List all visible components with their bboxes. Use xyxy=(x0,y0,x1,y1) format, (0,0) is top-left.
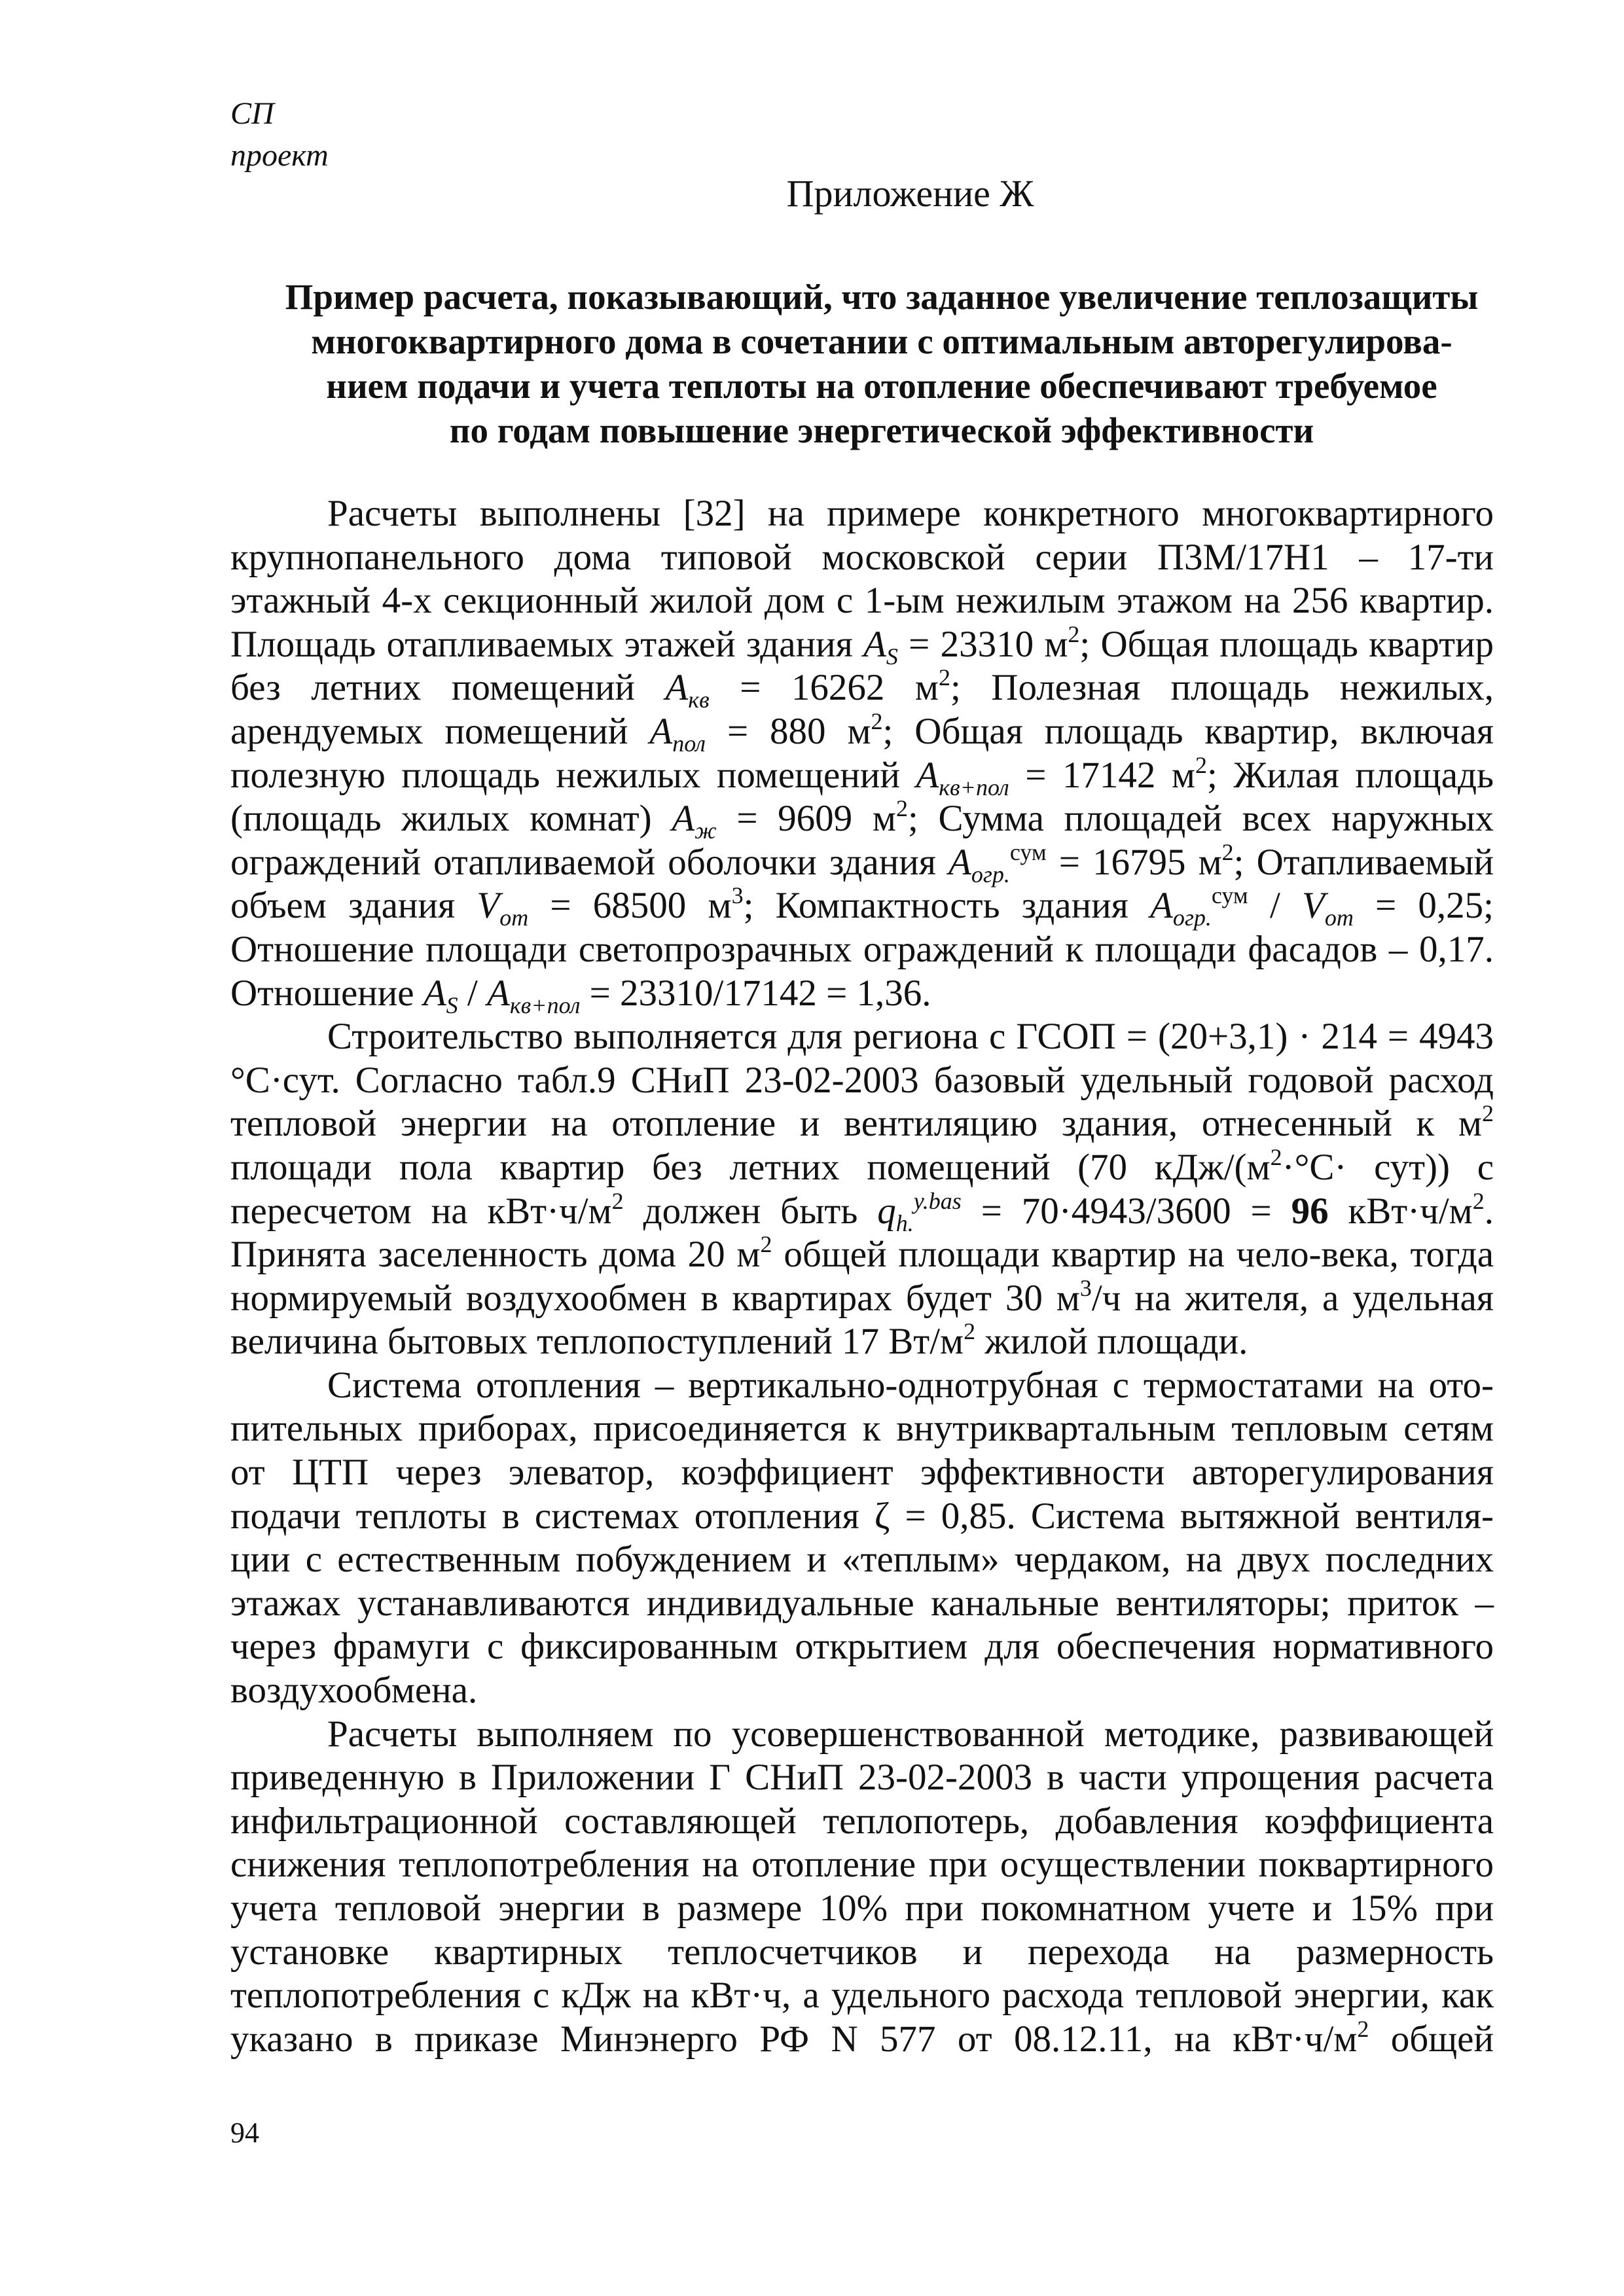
title-line: нием подачи и учета теплоты на отопление обеспечивают требуемое xyxy=(326,366,1437,406)
paragraph-3: Система отопления – вертикально-однотрубная с термостатами на ото-пительных приборах, присоединяется к внутриквартальным тепловым сетям от ЦТП через элеватор, коэффициент эффективности авторегулирования подачи теплоты в системах отопления ζ = 0,85. Система вытяжной вентиля-ции с естественным побуждением и «теплым» чердаком, на двух последних этажах устанавливаются индивидуальные канальные вентиляторы; приток – через фрамуги с фиксированным открытием для обеспечения нормативного воздухообмена. xyxy=(230,1364,1494,1712)
title-line: Пример расчета, показывающий, что заданное увеличение теплозащиты xyxy=(285,277,1479,317)
header-line-1: СП xyxy=(230,96,274,131)
page-number: 94 xyxy=(230,2117,259,2149)
page-title xyxy=(230,275,1533,453)
header-line-2: проект xyxy=(230,138,329,173)
header xyxy=(230,93,329,177)
paragraph-1: Расчеты выполнены [32] на примере конкретного многоквартирного крупнопанельного дома типовой московской серии П3М/17Н1 – 17-ти этажный 4-х секционный жилой дом с 1-ым нежилым этажом на 256 квартир. Площадь отапливаемых этажей здания $A_S = 23310$ $м^2$; Общая площадь квартир без летних помещений $A_{кв} = 16262$ $м^2$; Полезная площадь нежилых, арендуемых помещений $A_{пол} = 880$ $м^2$; Общая площадь квартир, включая полезную площадь нежилых помещений $A_{кв+пол} = 17142$ $м^2$; Жилая площадь (площадь жилых комнат) $A_ж = 9609$ $м^2$; Сумма площадей всех наружных ограждений отапливаемой оболочки здания $A_{огр.}^{сум} = 16795$ $м^2$; Отапливаемый объем здания $V_{от} = 68500$ $м^3$; Компактность здания $A_{огр.}^{сум} / V_{от} = 0,25$; Отношение площади светопрозрачных ограждений к площади фасадов – 0,17. Отношение $A_S / A_{кв+пол} = 23310/17142 = 1,36$. xyxy=(230,493,1494,1018)
appendix-label: Приложение Ж xyxy=(786,172,1034,215)
paragraph-2: Строительство выполняется для региона с ГСОП = (20+3,1) · 214 = 4943 °С·сут. Согласно табл.9 СНиП 23-02-2003 базовый удельный годовой расход тепловой энергии на отопление и вентиляцию здания, отнесенный к $м^2$ площади пола квартир без летних помещений (70 кДж/$(м^2\cdot^\circ С\cdot сут)$) с пересчетом на $кВт\cdot ч/м^2$ должен быть $q_{h.}^{y.bas} = 70\cdot 4943/3600 = 96$ $кВт\cdot ч/м^2$. Принята заселенность дома 20 $м^2$ общей площади квартир на чело-века, тогда нормируемый воздухообмен в квартирах будет 30 $м^3/ч$ на жителя, а удельная величина бытовых теплопоступлений 17 $Вт/м^2$ жилой площади. xyxy=(230,1016,1494,1363)
paragraph-4: Расчеты выполняем по усовершенствованной методике, развивающей приведенную в Приложении Г СНиП 23-02-2003 в части упрощения расчета инфильтрационной составляющей теплопотерь, добавления коэффициента снижения теплопотребления на отопление при осуществлении поквартирного учета тепловой энергии в размере 10% при покомнатном учете и 15% при установке квартирных теплосчетчиков и перехода на размерность теплопотребления с кДж на кВт·ч, а удельного расхода тепловой энергии, как указано в приказе Минэнерго РФ N 577 от 08.12.11, на $кВт\cdot ч/м^2$ общей xyxy=(230,1713,1494,2060)
title-line: по годам повышение энергетической эффективности xyxy=(449,410,1314,450)
title-line: многоквартирного дома в сочетании с оптимальным авторегулирова- xyxy=(311,321,1453,361)
body-text xyxy=(230,492,1494,2061)
